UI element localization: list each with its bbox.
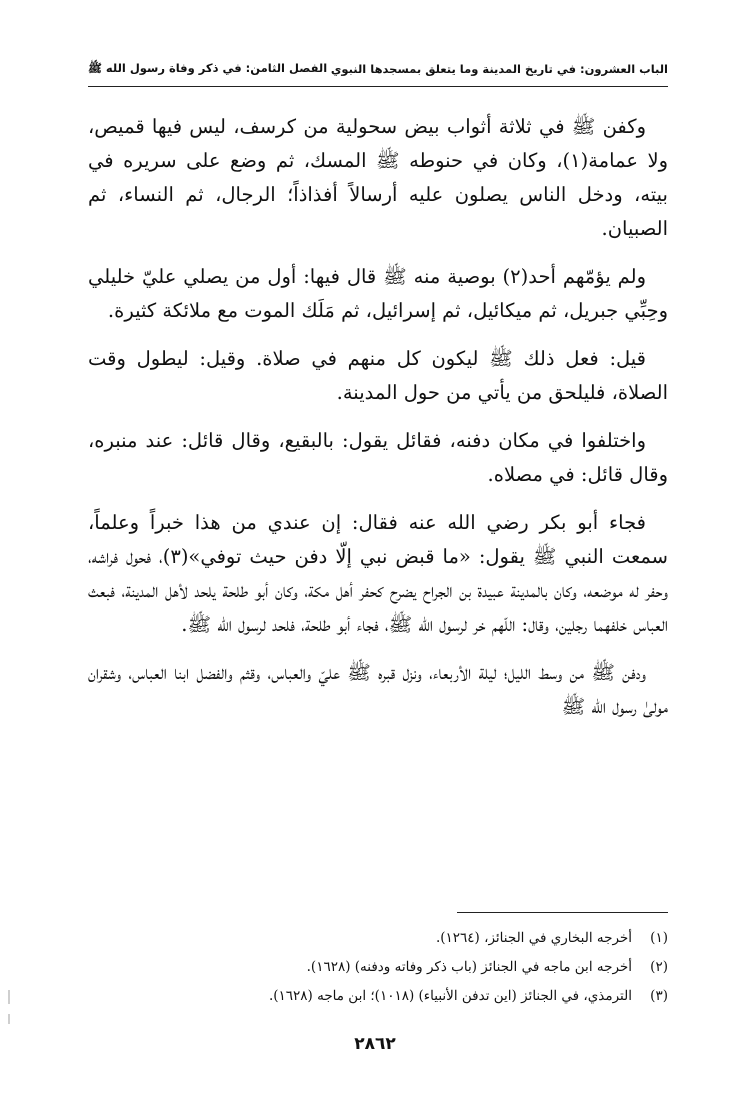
footnote-number: (١) [650,930,668,946]
paragraph-1: وكفن ﷺ في ثلاثة أثواب بيض سحولية من كرسف، ليس فيها قميص، ولا عمامة(١)، وكان في حنوطه ﷺ المسك، ثم وضع على سريره في بيته، ودخل الناس يصلون عليه أرسالاً أفذاذاً؛ الرجال، ثم النساء، ثم الصبيان. [88,115,669,240]
footnotes [88,924,668,1011]
footnote-3 [88,982,668,1011]
footnote-text: أخرجه ابن ماجه في الجنائز (باب ذكر وفاته ودفنه) (١٦٢٨). [306,959,632,975]
paragraph-2: ولم يؤمّهم أحد(٢) بوصية منه ﷺ قال فيها: أول من يصلي عليّ خليلي وحِبِّي جبريل، ثم ميكائيل، ثم إسرائيل، ثم مَلَك الموت مع ملائكة كثيرة. [88,265,668,322]
header-rule [88,86,668,87]
paragraph-3: قيل: فعل ذلك ﷺ ليكون كل منهم في صلاة. وقيل: ليطول وقت الصلاة، فليلحق من يأتي من حول المدينة. [88,347,668,404]
running-header [88,54,668,84]
footnote-rule [457,912,668,913]
footnote-2 [88,953,668,982]
scan-edge-mark [8,1014,10,1024]
main-text [88,110,668,724]
footnote-number: (٢) [650,959,668,975]
scan-edge-mark [8,990,10,1004]
paragraph-6: ودفن ﷺ من وسط الليل؛ ليلة الأربعاء، ونزل قبره ﷺ عليّ والعباس، وقثم والفضل ابنا العباس، وشقران مولىٰ رسول الله ﷺ [88,661,668,718]
header-section-title: الفصل الثامن: في ذكر وفاة رسول الله ﷺ [88,60,328,75]
footnote-1 [88,924,668,953]
footnote-number: (٣) [650,988,668,1004]
footnote-text: أخرجه البخاري في الجنائز، (١٢٦٤). [435,930,632,946]
footnote-text: الترمذي، في الجنائز (اين تدفن الأنبياء) (١٠١٨)؛ ابن ماجه (١٦٢٨). [268,988,632,1004]
header-chapter-title: الباب العشرون: في تاريخ المدينة وما يتعلق بمسجدها النبوي [330,62,668,76]
paragraph-5: فجاء أبو بكر رضي الله عنه فقال: إن عندي من هذا خبراً وعلماً، سمعت النبي ﷺ يقول: «ما قبض نبي إلّا دفن حيث توفي»(٣)، فحول فراشه، وحفر له موضعه، وكان بالمدينة عبيدة بن الجراح يضرح كحفر أهل مكة، وكان أبو طلحة يلحد لأهل المدينة، فبعث العباس خلفهما رجلين، وقال: اللّهم خر لرسول الله ﷺ، فجاء أبو طلحة، فلحد لرسول الله ﷺ. [88,511,668,636]
page-number: ٢٨٦٢ [354,1034,396,1054]
paragraph-4: واختلفوا في مكان دفنه، فقائل يقول: بالبقيع، وقال قائل: عند منبره، وقال قائل: في مصلاه. [88,429,668,486]
